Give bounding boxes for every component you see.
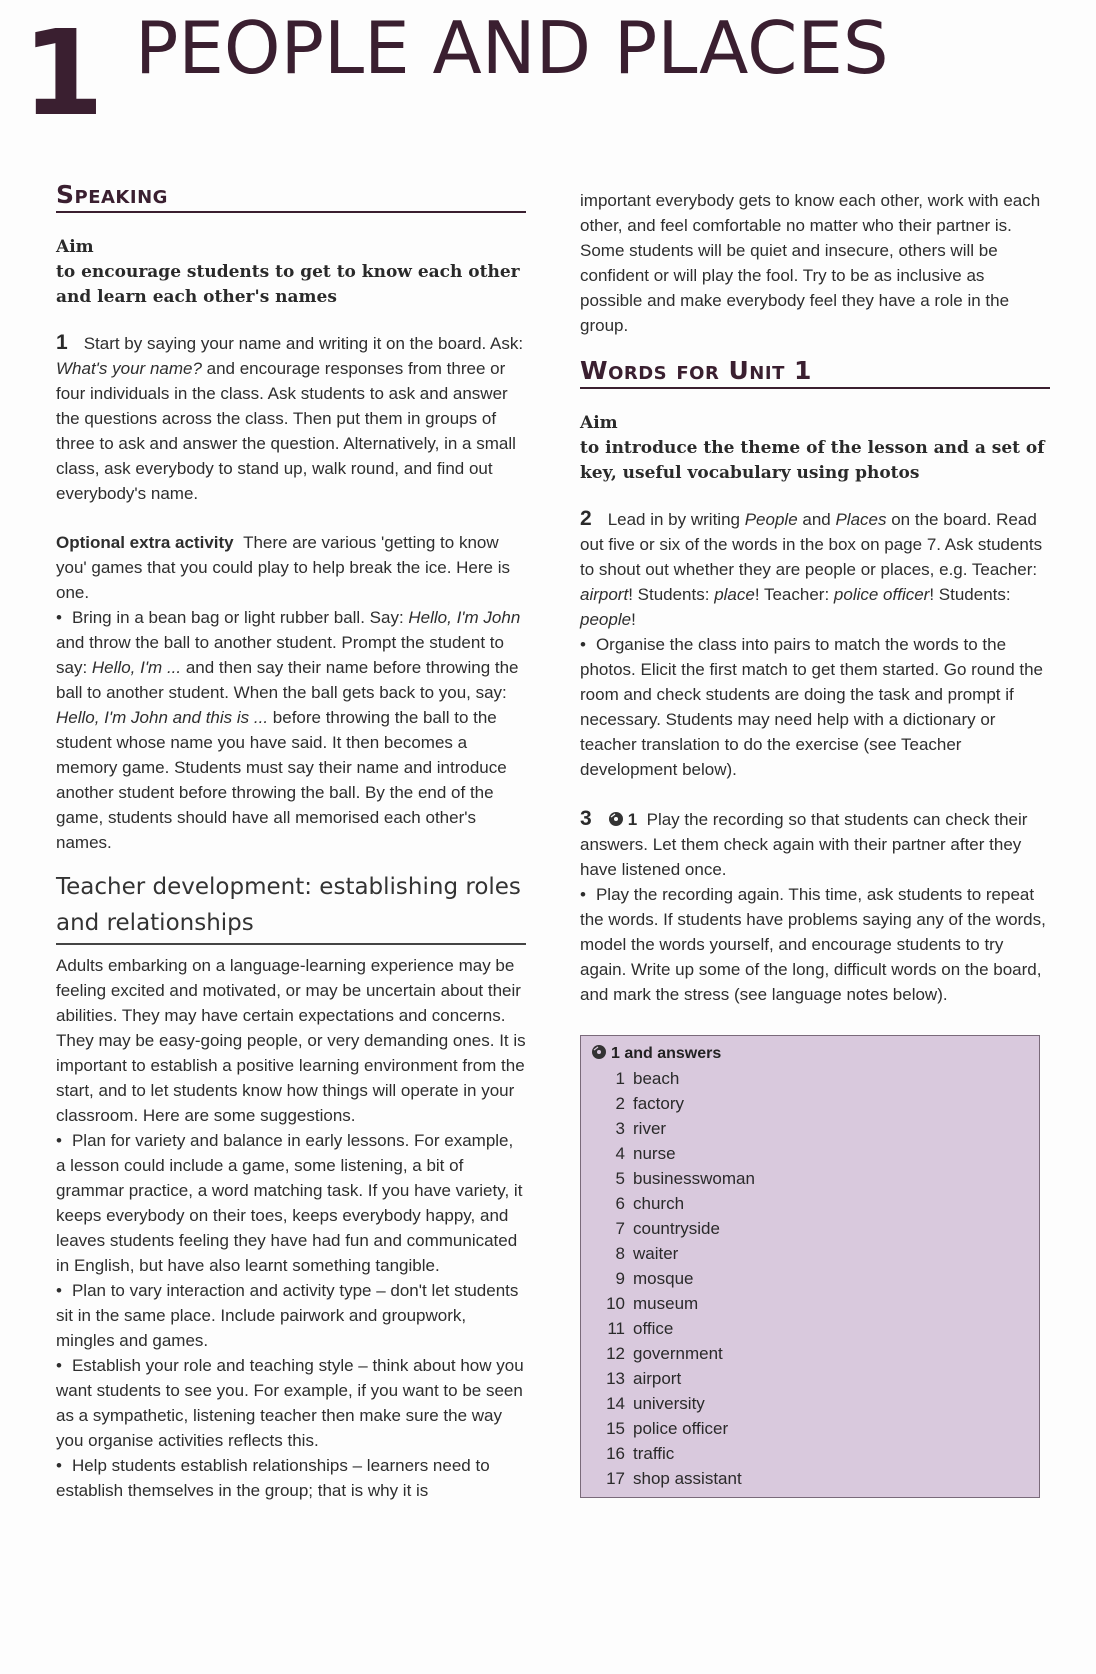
answer-word: office <box>633 1319 674 1338</box>
game-bullet <box>56 605 526 855</box>
answer-word: waiter <box>633 1244 679 1263</box>
speaking-aim <box>56 235 526 310</box>
answer-word: businesswoman <box>633 1169 755 1188</box>
italic-text: Hello, I'm John and this is ... <box>56 708 269 727</box>
answer-word: police officer <box>633 1419 729 1438</box>
text: ! Teacher: <box>754 585 834 604</box>
answer-number: 14 <box>606 1394 625 1413</box>
unit-number: 1 <box>22 4 101 142</box>
text: Bring in a bean bag or light rubber ball. Say: <box>71 608 409 627</box>
answer-word: mosque <box>633 1269 694 1288</box>
answers-list <box>591 1066 1039 1491</box>
italic-text: People <box>744 510 798 529</box>
answer-number: 16 <box>606 1444 625 1463</box>
words-aim <box>580 411 1050 486</box>
answer-item <box>591 1291 1039 1316</box>
answer-item <box>591 1391 1039 1416</box>
td-bullet: • Plan to vary interaction and activity type – don't let students sit in the same place. Include pairwork and groupwork, mingles and games. <box>56 1278 526 1353</box>
text: ! Students: <box>628 585 715 604</box>
text: before throwing the ball to the student whose name you have said. It then becomes a memory game. Students must say their name and introduce another student before throwing the ball. By the end of the game, students should have all memorised each other's names. <box>56 708 507 852</box>
answer-item <box>591 1191 1039 1216</box>
answer-word: airport <box>633 1369 682 1388</box>
answer-word: museum <box>633 1294 699 1313</box>
answer-number: 9 <box>615 1269 625 1288</box>
aim-label: Aim <box>56 237 94 257</box>
step-2 <box>580 506 1050 632</box>
italic-text: airport <box>580 585 629 604</box>
optional-activity <box>56 530 526 605</box>
answers-title-text: 1 and answers <box>611 1045 722 1062</box>
text: and throw the ball to another student. Prompt the student to say: <box>56 633 504 677</box>
td-bullet: • Help students establish relationships – learners need to establish themselves in the group; that is why it is <box>56 1453 526 1503</box>
answer-word: government <box>633 1344 723 1363</box>
aim-text: to introduce the theme of the lesson and a set of key, useful vocabulary using photos <box>580 438 1045 483</box>
cd-icon <box>591 1044 607 1060</box>
answer-word: beach <box>633 1069 680 1088</box>
answer-number: 7 <box>615 1219 625 1238</box>
answer-word: river <box>633 1119 667 1138</box>
answer-item <box>591 1466 1039 1491</box>
italic-text: Hello, I'm ... <box>91 658 182 677</box>
step-number: 3 <box>580 807 592 830</box>
answer-item <box>591 1166 1039 1191</box>
words-heading: Words for Unit 1 <box>580 356 1050 389</box>
answer-number: 1 <box>615 1069 625 1088</box>
answer-item <box>591 1341 1039 1366</box>
teacher-development-intro: Adults embarking on a language-learning experience may be feeling excited and motivated, or may be uncertain about their abilities. They may have certain expectations and concerns. They may be easy-going people, or very demanding ones. It is important to establish a positive learning environment from the start, and to let students know how things will operate in your classroom. Here are some suggestions. <box>56 956 526 1125</box>
italic-text: place <box>714 585 755 604</box>
step-question: What's your name? <box>56 359 202 378</box>
answer-item <box>591 1266 1039 1291</box>
answer-item <box>591 1441 1039 1466</box>
track-number: 1 <box>627 810 638 829</box>
aim-text: to encourage students to get to know each other and learn each other's names <box>56 262 520 307</box>
step-number: 2 <box>580 507 592 530</box>
right-column <box>580 188 1050 1498</box>
text: on the board. Read out five or six of the words in the box on page 7. Ask students to shout out whether they are people or places, e.g. Teacher: <box>580 510 1043 579</box>
td-bullet: • Establish your role and teaching style – think about how you want students to see you. For example, if you want to be seen as a sympathetic, listening teacher then make sure the way you organise activities reflects this. <box>56 1353 526 1453</box>
answer-number: 17 <box>606 1469 625 1488</box>
answer-word: factory <box>633 1094 685 1113</box>
answer-number: 13 <box>606 1369 625 1388</box>
answer-word: nurse <box>633 1144 676 1163</box>
cd-icon <box>608 811 624 827</box>
page-title: PEOPLE AND PLACES <box>135 6 889 90</box>
teacher-development-continued: important everybody gets to know each other, work with each other, and feel comfortable no matter who their partner is. Some students will be quiet and insecure, others will be confident or will play the fool. Try to be as inclusive as possible and make everybody feel they have a role in the group. <box>580 191 1041 335</box>
text: ! Students: <box>929 585 1011 604</box>
step-3 <box>580 806 1050 882</box>
answer-number: 8 <box>615 1244 625 1263</box>
answer-number: 2 <box>615 1094 625 1113</box>
text: Lead in by writing <box>607 510 745 529</box>
optional-text: There are various 'getting to know you' games that you could play to help break the ice. Here is one. <box>56 533 511 602</box>
answer-word: countryside <box>633 1219 720 1238</box>
italic-text: police officer <box>833 585 930 604</box>
answer-number: 3 <box>615 1119 625 1138</box>
left-column <box>56 180 526 1503</box>
text: and then say their name before throwing the ball to another student. When the ball gets back to you, say: <box>56 658 519 702</box>
optional-label: Optional extra activity <box>56 533 234 552</box>
step-3-bullet: • Play the recording again. This time, ask students to repeat the words. If students have problems saying any of the words, model the words yourself, and encourage students to try again. Write up some of the long, difficult words on the board, and mark the stress (see language notes below). <box>580 882 1050 1007</box>
answer-item <box>591 1216 1039 1241</box>
td-bullet: • Plan for variety and balance in early lessons. For example, a lesson could include a game, some listening, a bit of grammar practice, a word matching task. If you have variety, it keeps everybody on their toes, keeps everybody happy, and leaves students feeling they have had fun and communicated in English, but have also learnt something tangible. <box>56 1128 526 1278</box>
answer-number: 11 <box>607 1319 625 1338</box>
teacher-development-heading: Teacher development: establishing roles and relationships <box>56 869 526 945</box>
step-1 <box>56 330 526 506</box>
answer-word: university <box>633 1394 705 1413</box>
italic-text: people <box>580 610 632 629</box>
aim-label: Aim <box>580 413 618 433</box>
answer-item <box>591 1116 1039 1141</box>
answer-number: 5 <box>615 1169 625 1188</box>
text: Play the recording so that students can check their answers. Let them check again with their partner after they have listened once. <box>580 810 1028 879</box>
text: ! <box>631 610 636 629</box>
answer-item <box>591 1141 1039 1166</box>
answer-word: church <box>633 1194 685 1213</box>
answer-number: 10 <box>606 1294 625 1313</box>
italic-text: Hello, I'm John <box>408 608 521 627</box>
answer-word: shop assistant <box>633 1469 742 1488</box>
answer-number: 15 <box>606 1419 625 1438</box>
step-2-bullet: • Organise the class into pairs to match the words to the photos. Elicit the first match to get them started. Go round the room and check students are doing the task and prompt if necessary. Students may need help with a dictionary or teacher translation to do the exercise (see Teacher development below). <box>580 632 1050 782</box>
text: and <box>797 510 836 529</box>
step-text: and encourage responses from three or four individuals in the class. Ask students to ask and answer the questions across the class. Then put them in groups of three to ask and answer the question. Alternatively, in a small class, ask everybody to stand up, walk round, and find out everybody's name. <box>56 359 516 503</box>
step-text: Start by saying your name and writing it on the board. Ask: <box>83 334 524 353</box>
answer-item <box>591 1066 1039 1091</box>
answer-item <box>591 1241 1039 1266</box>
answers-title <box>591 1042 1039 1066</box>
answer-number: 4 <box>615 1144 625 1163</box>
answer-word: traffic <box>633 1444 675 1463</box>
answer-number: 12 <box>606 1344 625 1363</box>
answer-item <box>591 1366 1039 1391</box>
answer-item <box>591 1316 1039 1341</box>
answer-number: 6 <box>615 1194 625 1213</box>
answer-item <box>591 1091 1039 1116</box>
speaking-heading: Speaking <box>56 180 526 213</box>
answer-item <box>591 1416 1039 1441</box>
answers-box <box>580 1035 1040 1498</box>
step-number: 1 <box>56 331 68 354</box>
italic-text: Places <box>835 510 887 529</box>
